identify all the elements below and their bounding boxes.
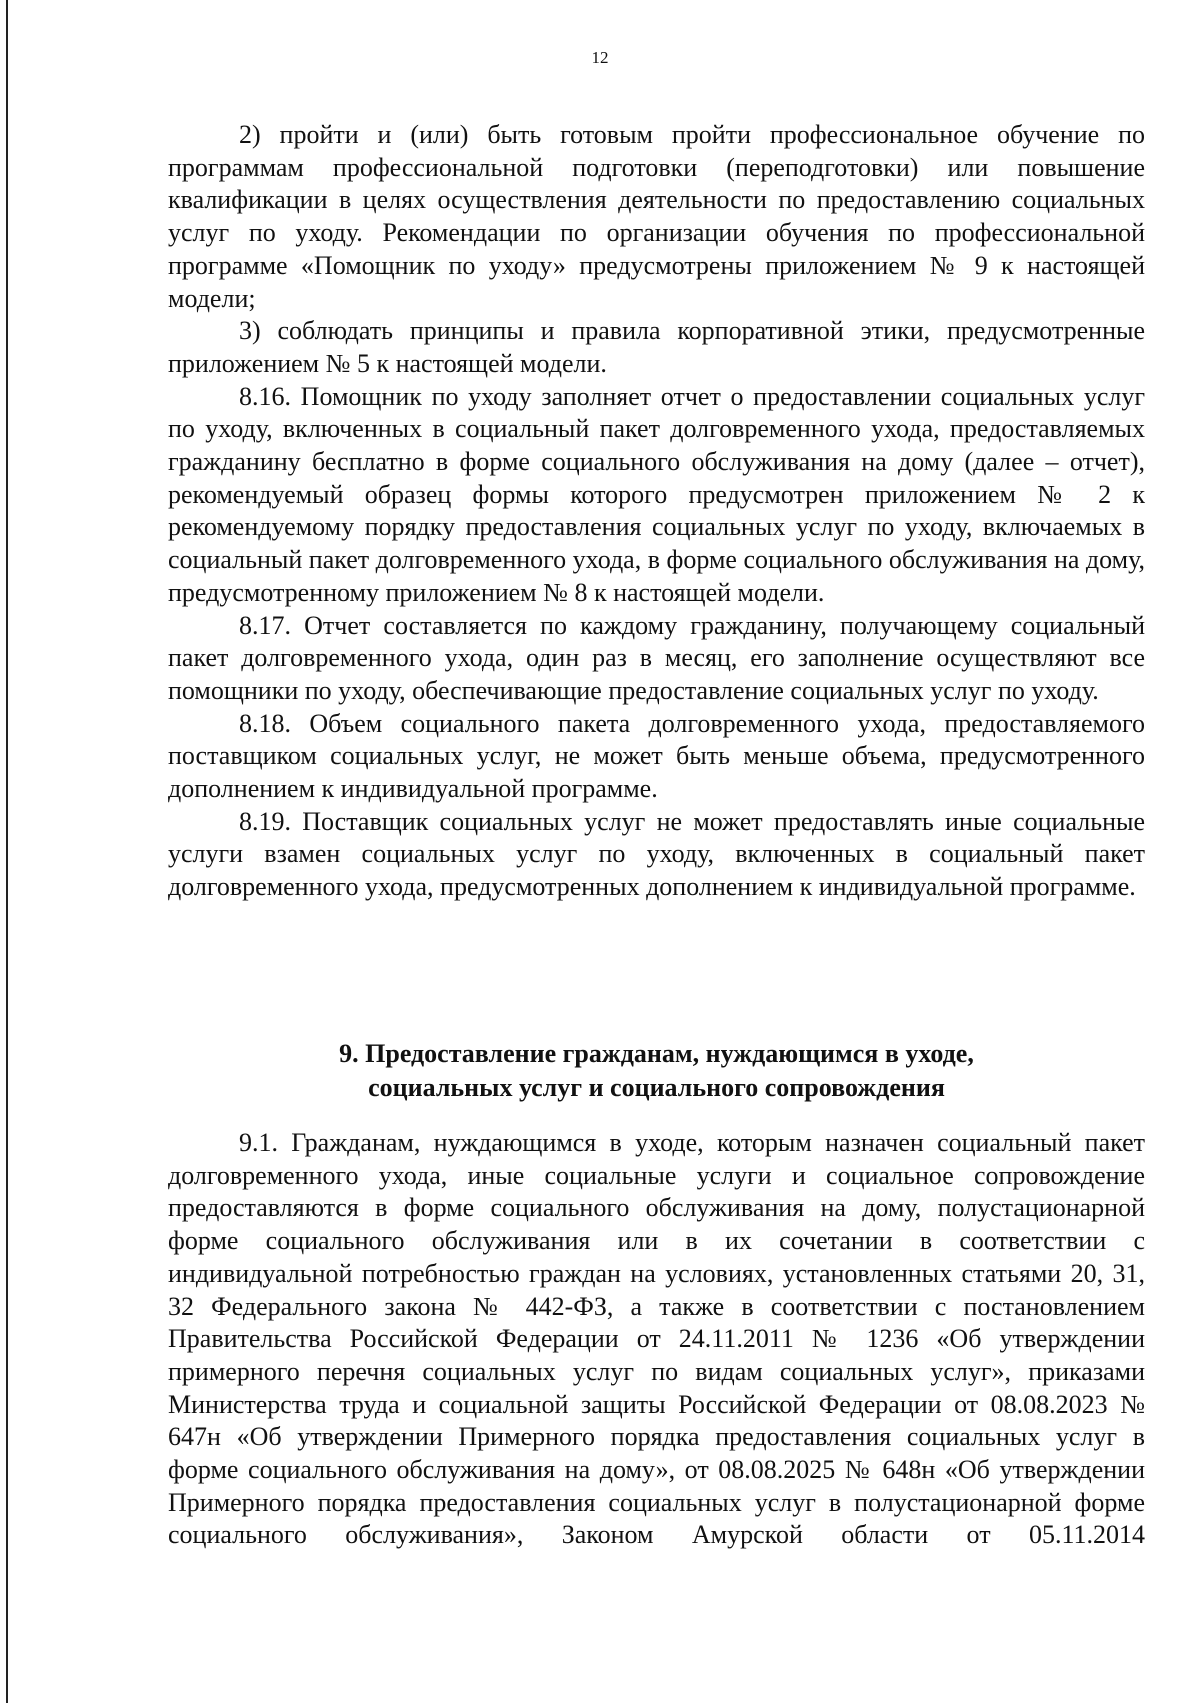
paragraph-8-17: 8.17. Отчет составляется по каждому гражданину, получающему социальный пакет долговременного ухода, один раз в месяц, его заполнение осуществляют все помощники по уходу, обеспечивающие предоставление социальных услуг по уходу. [168, 610, 1145, 705]
paragraph-8-16: 8.16. Помощник по уходу заполняет отчет о предоставлении социальных услуг по уходу, включенных в социальный пакет долговременного ухода, предоставляемых гражданину бесплатно в форме социального обслуживания на дому (далее – отчет), рекомендуемый образец формы которого предусмотрен приложением № 2 к рекомендуемому порядку предоставления социальных услуг по уходу, включаемых в социальный пакет долговременного ухода, в форме социального обслуживания на дому, предусмотренному приложением № 8 к настоящей модели. [168, 381, 1145, 607]
section-heading-line-2: социальных услуг и социального сопровождения [368, 1073, 945, 1102]
body-text-top [168, 119, 1145, 904]
paragraph-item-3: 3) соблюдать принципы и правила корпоративной этики, предусмотренные приложением № 5 к настоящей модели. [168, 316, 1145, 378]
paragraph-item-2: 2) пройти и (или) быть готовым пройти профессиональное обучение по программам профессиональной подготовки (переподготовки) или повышение квалификации в целях осуществления деятельности по предоставлению социальных услуг по уходу. Рекомендации по организации обучения по профессиональной программе «Помощник по уходу» предусмотрены приложением № 9 к настоящей модели; [168, 120, 1145, 313]
body-text-bottom [168, 1127, 1145, 1552]
paragraph-8-19: 8.19. Поставщик социальных услуг не может предоставлять иные социальные услуги взамен социальных услуг по уходу, включенных в социальный пакет долговременного ухода, предусмотренных дополнением к индивидуальной программе. [168, 806, 1145, 902]
paragraph-9-1: 9.1. Гражданам, нуждающимся в уходе, которым назначен социальный пакет долговременного ухода, иные социальные услуги и социальное сопровождение предоставляются в форме социального обслуживания на дому, полустационарной форме социального обслуживания или в их сочетании в соответствии с индивидуальной потребностью граждан на условиях, установленных статьями 20, 31, 32 Федерального закона № 442-ФЗ, а также в соответствии с постановлением Правительства Российской Федерации от 24.11.2011 № 1236 «Об утверждении примерного перечня социальных услуг по видам социальных услуг», приказами Министерства труда и социальной защиты Российской Федерации от 08.08.2023 № 647н «Об утверждении Примерного порядка предоставления социальных услуг в форме социального обслуживания на дому», от 08.08.2025 № 648н «Об утверждении Примерного порядка предоставления социальных услуг в полустационарной форме социального обслуживания», Законом Амурской области от 05.11.2014 [168, 1128, 1145, 1550]
section-heading-line-1: 9. Предоставление гражданам, нуждающимся в уходе, [339, 1039, 974, 1068]
section-heading [168, 1037, 1145, 1105]
page-number: 12 [591, 48, 609, 67]
paragraph-8-18: 8.18. Объем социального пакета долговременного ухода, предоставляемого поставщиком социальных услуг, не может быть меньше объема, предусмотренного дополнением к индивидуальной программе. [168, 708, 1145, 804]
scan-edge-line [6, 0, 8, 1703]
